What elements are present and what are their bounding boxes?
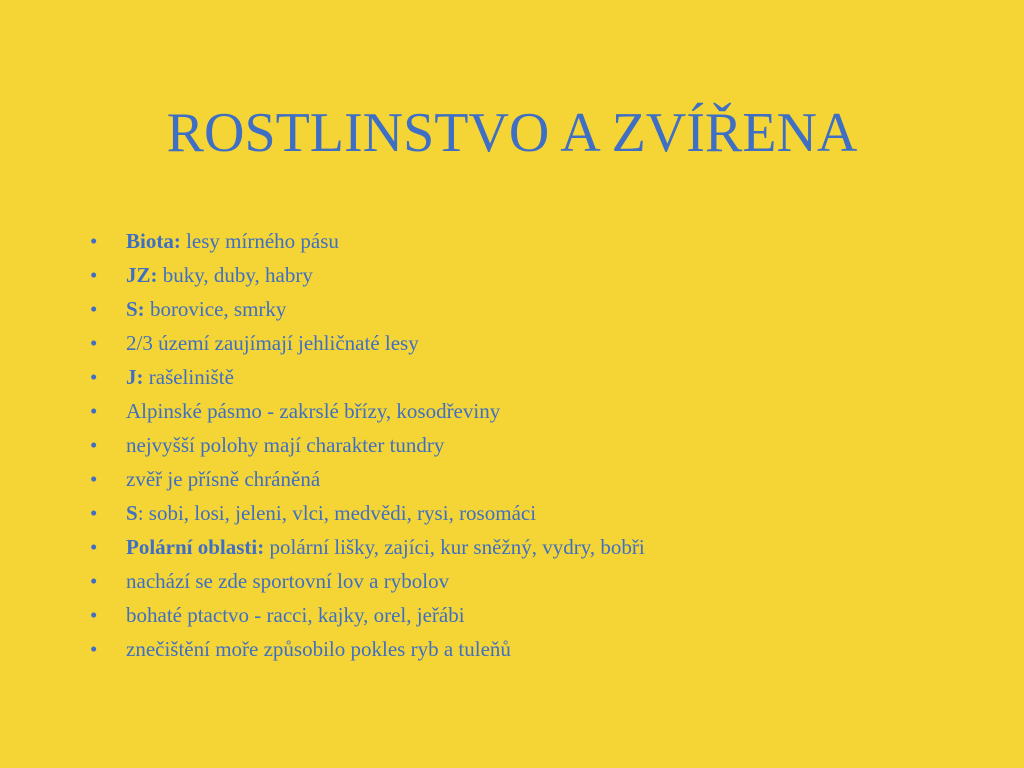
- bullet-text: [126, 224, 339, 258]
- list-item: [90, 360, 990, 394]
- bullet-icon: •: [90, 603, 98, 627]
- list-item: [90, 564, 990, 598]
- bullet-text: [126, 360, 234, 394]
- bullet-content: nachází se zde sportovní lov a rybolov: [126, 569, 450, 593]
- bullet-text: [126, 530, 645, 564]
- bullet-text: [126, 564, 449, 598]
- bullet-content: borovice, smrky: [144, 297, 287, 321]
- list-item: [90, 598, 990, 632]
- bullet-content: 2/3 území zaujímají jehličnaté lesy: [126, 331, 419, 355]
- bullet-label: J:: [126, 365, 144, 389]
- bullet-content: : sobi, losi, jeleni, vlci, medvědi, rysi, rosomáci: [137, 501, 537, 525]
- bullet-label: JZ:: [126, 263, 158, 287]
- list-item: [90, 292, 990, 326]
- bullet-icon: •: [90, 399, 98, 423]
- bullet-text: [126, 394, 500, 428]
- list-item: [90, 326, 990, 360]
- list-item: [90, 258, 990, 292]
- bullet-icon: •: [90, 535, 98, 559]
- bullet-content: buky, duby, habry: [157, 263, 313, 287]
- bullet-icon: •: [90, 263, 98, 287]
- list-item: [90, 224, 990, 258]
- list-item: [90, 394, 990, 428]
- bullet-list: [90, 224, 990, 666]
- list-item: [90, 496, 990, 530]
- bullet-content: Alpinské pásmo - zakrslé břízy, kosodřeviny: [126, 399, 501, 423]
- bullet-content: bohaté ptactvo - racci, kajky, orel, jeřábi: [126, 603, 465, 627]
- bullet-text: [126, 258, 313, 292]
- slide-title: ROSTLINSTVO A ZVÍŘENA: [166, 102, 858, 164]
- bullet-text: [126, 292, 286, 326]
- list-item: [90, 428, 990, 462]
- bullet-content: polární lišky, zajíci, kur sněžný, vydry, bobři: [264, 535, 645, 559]
- bullet-icon: •: [90, 433, 98, 457]
- bullet-content: lesy mírného pásu: [180, 229, 339, 253]
- bullet-icon: •: [90, 365, 98, 389]
- list-item: [90, 530, 990, 564]
- bullet-text: [126, 462, 320, 496]
- bullet-icon: •: [90, 331, 98, 355]
- bullet-label: Biota:: [126, 229, 181, 253]
- bullet-icon: •: [90, 467, 98, 491]
- bullet-label: Polární oblasti:: [126, 535, 265, 559]
- bullet-content: zvěř je přísně chráněná: [126, 467, 321, 491]
- bullet-content: nejvyšší polohy mají charakter tundry: [126, 433, 445, 457]
- bullet-icon: •: [90, 501, 98, 525]
- list-item: [90, 462, 990, 496]
- list-item: [90, 632, 990, 666]
- bullet-icon: •: [90, 569, 98, 593]
- bullet-text: [126, 496, 536, 530]
- bullet-content: znečištění moře způsobilo pokles ryb a tuleňů: [126, 637, 511, 661]
- bullet-content: rašeliniště: [143, 365, 234, 389]
- bullet-icon: •: [90, 637, 98, 661]
- bullet-label: S:: [126, 297, 145, 321]
- bullet-icon: •: [90, 229, 98, 253]
- bullet-label: S: [126, 501, 138, 525]
- bullet-text: [126, 598, 465, 632]
- bullet-icon: •: [90, 297, 98, 321]
- bullet-text: [126, 632, 511, 666]
- bullet-text: [126, 428, 444, 462]
- bullet-text: [126, 326, 419, 360]
